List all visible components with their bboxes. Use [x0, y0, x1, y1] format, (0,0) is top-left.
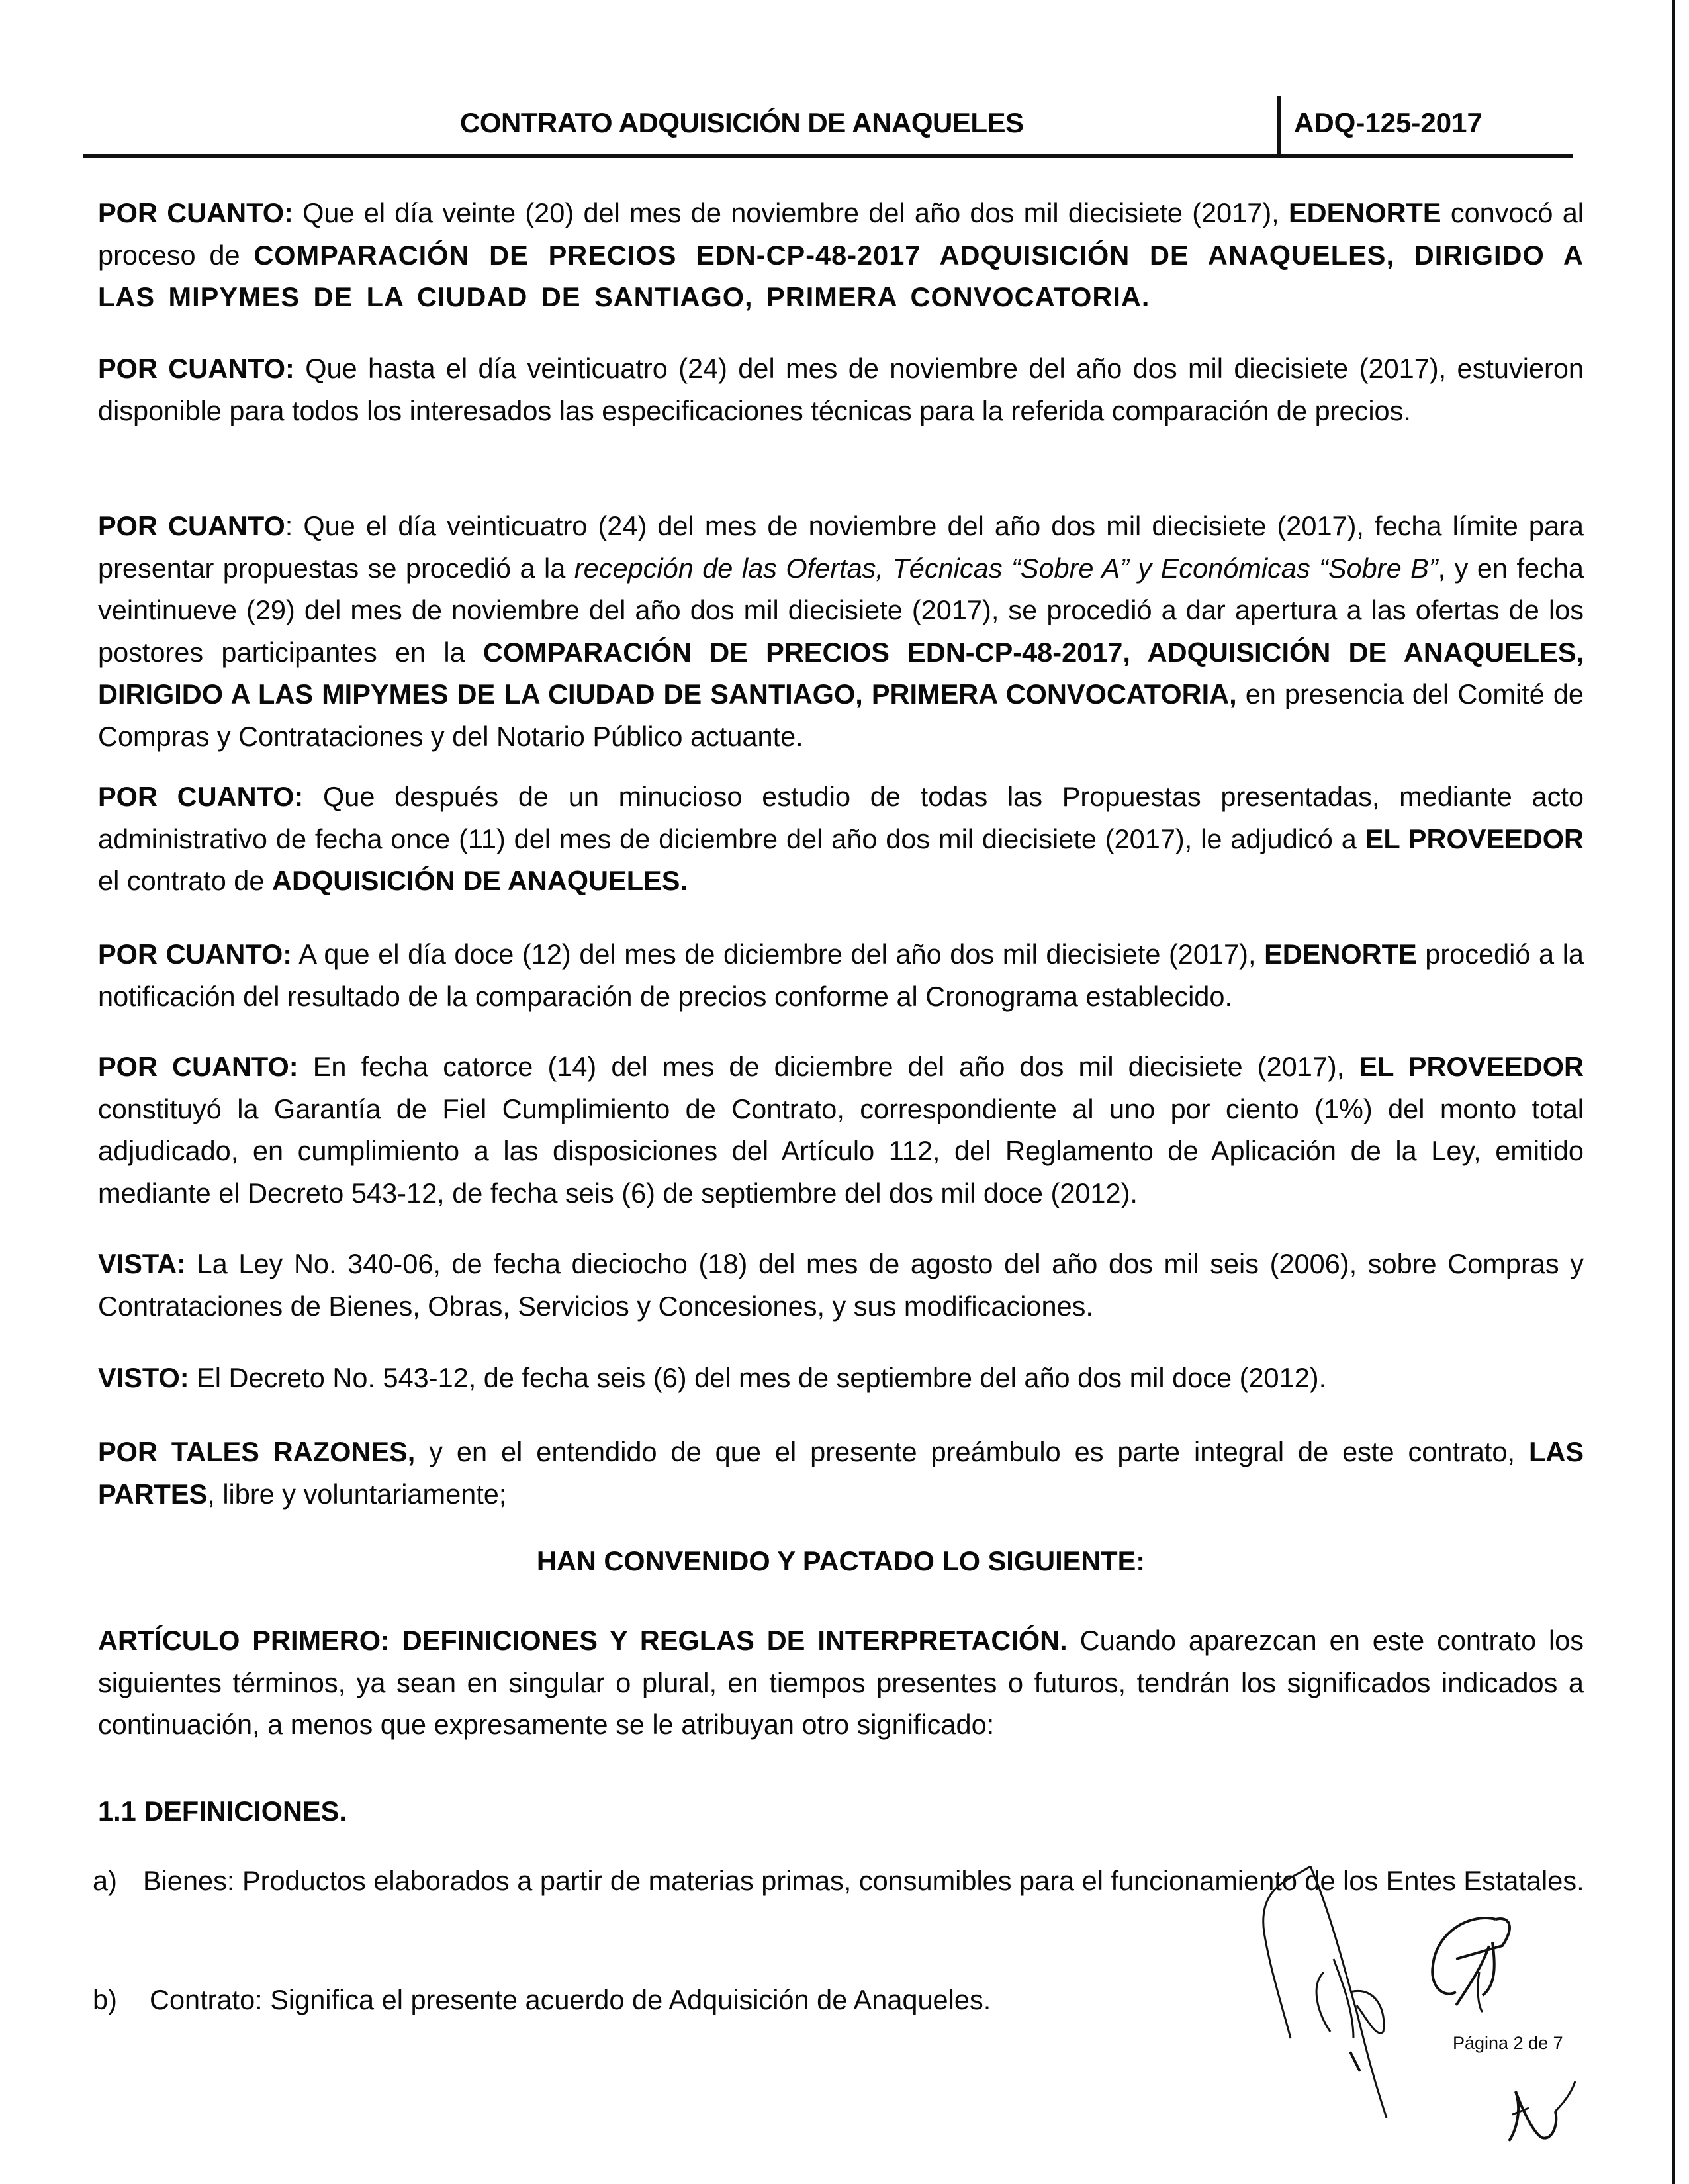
lead-label: POR CUANTO:	[98, 1051, 298, 1082]
list-marker: a)	[93, 1865, 117, 1896]
parties-label: LAS PARTES	[98, 1436, 1584, 1510]
paragraph-text: procedió a la notificación del resultado de la comparación de precios conforme al Cronograma establecido.	[98, 938, 1584, 1012]
paragraph-text: Que hasta el día veinticuatro (24) del mes de noviembre del año dos mil diecisiete (2017), estuvieron disponible para todos los interesados las especificaciones técnicas para la referida comparación de precios.	[98, 353, 1584, 426]
entity-name: EDENORTE	[1288, 197, 1441, 228]
initials-icon	[1502, 2078, 1582, 2151]
paragraph-por-cuanto-5	[98, 933, 1584, 1017]
paragraph-text: Que después de un minucioso estudio de todas las Propuestas presentadas, mediante acto administrativo de fecha once (11) del mes de diciembre del año dos mil diecisiete (2017), le adjudicó a	[98, 781, 1584, 854]
paragraph-text: y en el entendido de que el presente preámbulo es parte integral de este contrato,	[415, 1436, 1529, 1467]
paragraph-visto	[98, 1357, 1584, 1399]
italic-text: recepción de las Ofertas, Técnicas “Sobre A” y Económicas “Sobre B”	[574, 552, 1438, 584]
signature-2-icon	[1416, 1906, 1535, 2019]
party-name: EL PROVEEDOR	[1365, 823, 1584, 854]
paragraph-text: Que el día veinte (20) del mes de noviembre del año dos mil diecisiete (2017),	[293, 197, 1289, 228]
lead-label: VISTA:	[98, 1248, 186, 1279]
paragraph-text: en presencia del Comité de Compras y Contrataciones y del Notario Público actuante.	[98, 678, 1584, 752]
paragraph-text: el contrato de	[98, 865, 273, 896]
list-marker: b)	[93, 1984, 117, 2015]
document-header	[83, 93, 1573, 159]
paragraph-text: La Ley No. 340-06, de fecha dieciocho (18) del mes de agosto del año dos mil seis (2006), sobre Compras y Contrataciones de Bienes, Obras, Servicios y Concesiones, y sus modificaciones.	[98, 1248, 1584, 1322]
contract-name: ADQUISICIÓN DE ANAQUELES.	[272, 865, 688, 896]
definition-text: Bienes: Productos elaborados a partir de materias primas, consumibles para el funcionamiento de los Entes Estatales.	[143, 1865, 1584, 1896]
party-name: EL PROVEEDOR	[1359, 1051, 1584, 1082]
lead-label: POR CUANTO:	[98, 781, 304, 812]
definition-text: Contrato: Significa el presente acuerdo de Adquisición de Anaqueles.	[150, 1984, 991, 2015]
process-title: COMPARACIÓN DE PRECIOS EDN-CP-48-2017 ADQUISICIÓN DE ANAQUELES, DIRIGIDO A LAS MIPYMES DE LA CIUDAD DE SANTIAGO, PRIMERA CONVOCATORIA.	[98, 239, 1584, 312]
article-one	[98, 1619, 1584, 1746]
paragraph-text: En fecha catorce (14) del mes de diciembre del año dos mil diecisiete (2017),	[298, 1051, 1359, 1082]
paragraph-text: El Decreto No. 543-12, de fecha seis (6) del mes de septiembre del año dos mil doce (2012).	[189, 1362, 1327, 1393]
document-title: CONTRATO ADQUISICIÓN DE ANAQUELES	[460, 107, 1024, 138]
article-text: Cuando aparezcan en este contrato los siguientes términos, ya sean en singular o plural, en tiempos presentes o futuros, tendrán los significados indicados a continuación, a menos que expresamente se le atribuyan otro significado:	[98, 1625, 1584, 1740]
header-rule	[83, 154, 1573, 158]
paragraph-por-cuanto-4	[98, 776, 1584, 902]
scan-edge-line	[1672, 0, 1675, 2184]
paragraph-por-tales-razones	[98, 1431, 1584, 1515]
paragraph-por-cuanto-3	[98, 505, 1584, 757]
paragraph-text: A que el día doce (12) del mes de diciembre del año dos mil diecisiete (2017),	[292, 938, 1265, 970]
paragraph-vista	[98, 1243, 1584, 1327]
agreement-heading: HAN CONVENIDO Y PACTADO LO SIGUIENTE:	[536, 1545, 1146, 1576]
lead-label: VISTO:	[98, 1362, 189, 1393]
contract-code: ADQ-125-2017	[1294, 107, 1483, 138]
header-divider	[1277, 96, 1281, 157]
page-number: Página 2 de 7	[1453, 2033, 1563, 2053]
paragraph-text: , y en fecha veintinueve (29) del mes de noviembre del año dos mil diecisiete (2017), se procedió a dar apertura a las ofertas de los postores participantes en la	[98, 552, 1584, 668]
lead-label: POR TALES RAZONES,	[98, 1436, 416, 1467]
lead-label: POR CUANTO:	[98, 938, 293, 970]
lead-label: POR CUANTO:	[98, 197, 293, 228]
lead-label: POR CUANTO	[98, 510, 285, 541]
lead-label: POR CUANTO:	[98, 353, 295, 384]
article-heading: ARTÍCULO PRIMERO: DEFINICIONES Y REGLAS DE INTERPRETACIÓN.	[98, 1625, 1068, 1656]
paragraph-por-cuanto-1	[98, 192, 1584, 318]
paragraph-text: constituyó la Garantía de Fiel Cumplimiento de Contrato, correspondiente al uno por ciento (1%) del monto total adjudicado, en cumplimiento a las disposiciones del Artículo 112, del Reglamento de Aplicación de la Ley, emitido mediante el Decreto 543-12, de fecha seis (6) de septiembre del dos mil doce (2012).	[98, 1093, 1584, 1208]
paragraph-por-cuanto-2	[98, 347, 1584, 432]
paragraph-text: : Que el día veinticuatro (24) del mes de noviembre del año dos mil diecisiete (2017), fecha límite para presentar propuestas se procedió a la	[98, 510, 1584, 584]
paragraph-text: convocó al proceso de	[98, 197, 1584, 271]
process-title: COMPARACIÓN DE PRECIOS EDN-CP-48-2017, ADQUISICIÓN DE ANAQUELES, DIRIGIDO A LAS MIPYMES DE LA CIUDAD DE SANTIAGO, PRIMERA CONVOCATORIA,	[98, 636, 1584, 709]
paragraph-por-cuanto-6	[98, 1046, 1584, 1214]
definitions-heading: 1.1 DEFINICIONES.	[98, 1796, 347, 1827]
paragraph-text: , libre y voluntariamente;	[207, 1478, 507, 1510]
entity-name: EDENORTE	[1264, 938, 1417, 970]
